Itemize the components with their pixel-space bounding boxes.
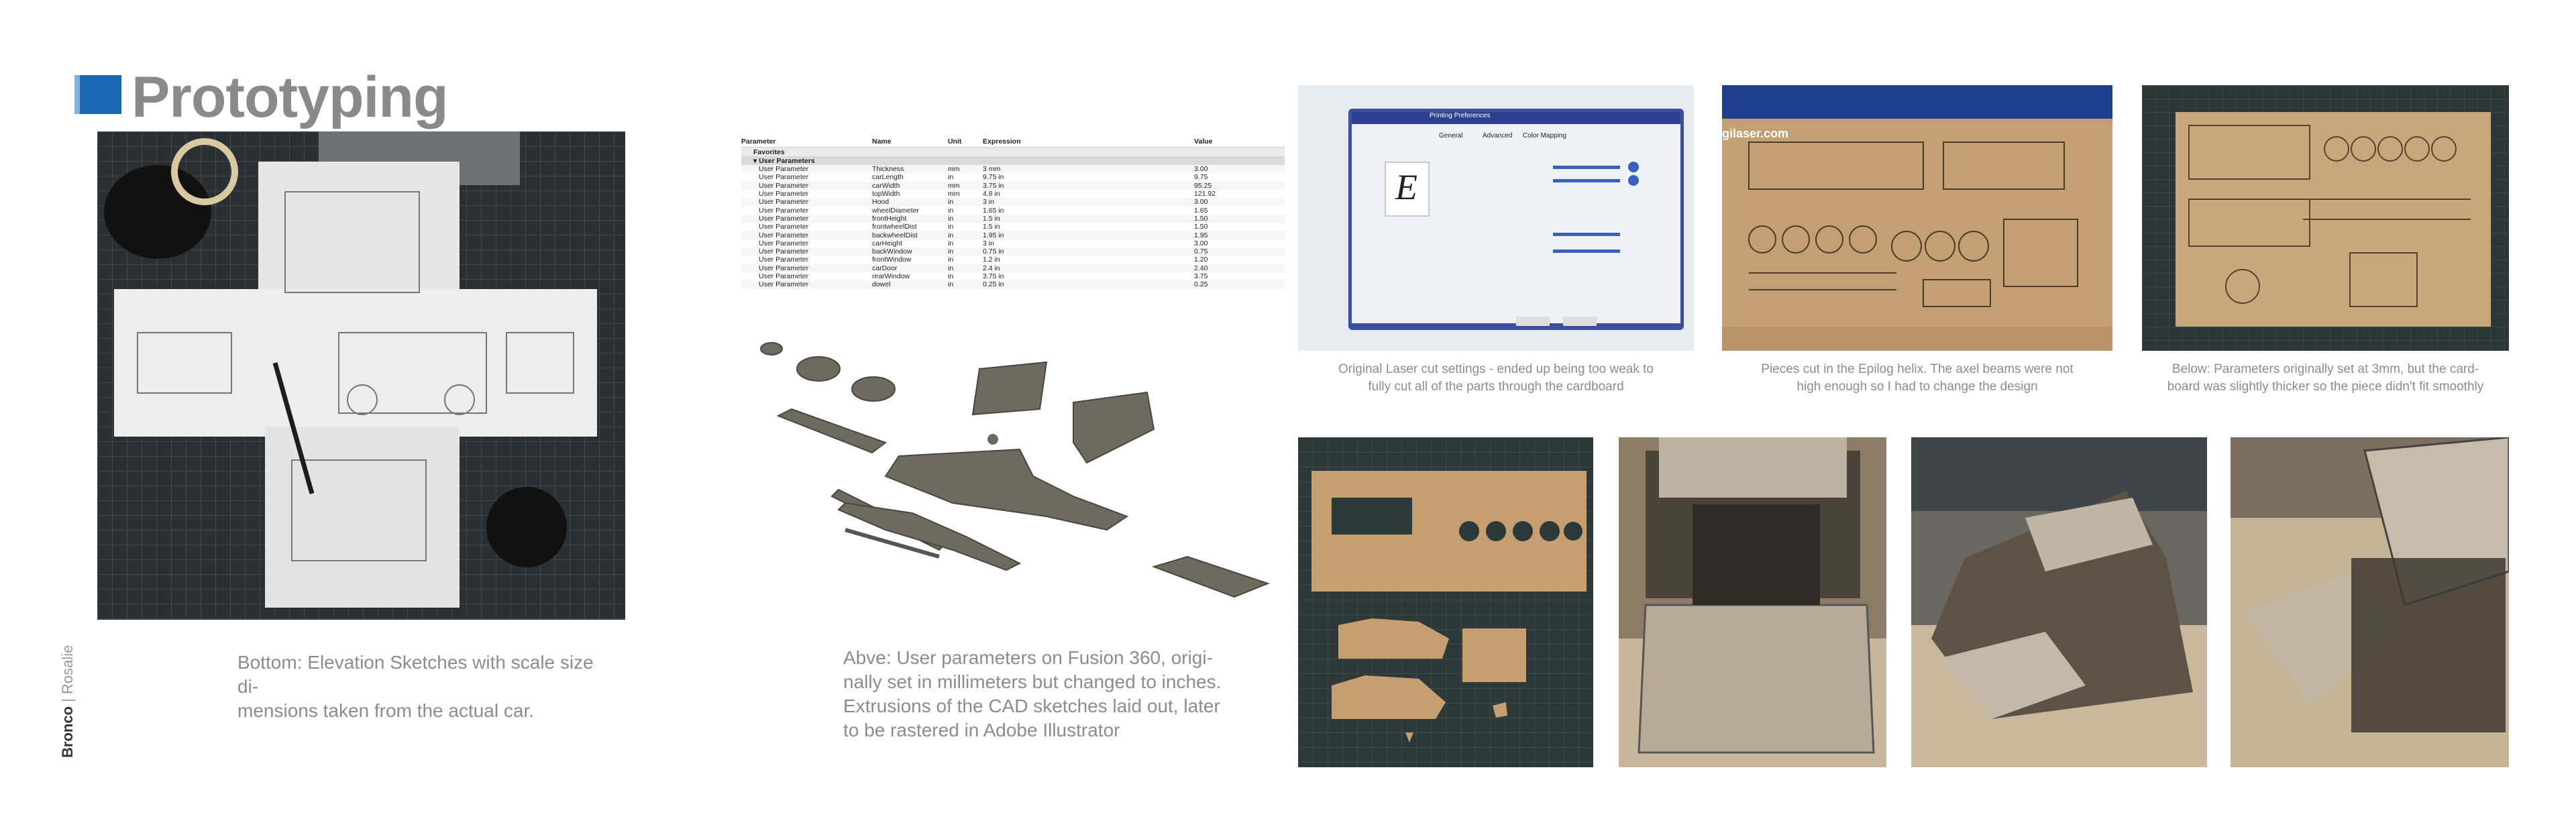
table-row[interactable] [741, 231, 1285, 239]
table-cell: in [948, 247, 954, 256]
table-cell: in [948, 280, 954, 289]
table-header [741, 136, 1285, 148]
table-cell: User Parameter [759, 223, 809, 231]
table-cell: 0.25 [1194, 280, 1208, 289]
table-cell: User Parameter [759, 231, 809, 239]
table-cell: User Parameter [759, 280, 809, 289]
table-row[interactable] [741, 206, 1285, 214]
sketch-caption: Bottom: Elevation Sketches with scale size di- mensions taken from the actual car. [237, 652, 594, 721]
table-cell: dowel [872, 280, 891, 289]
table-cell: 0.75 in [983, 247, 1004, 256]
table-cell: 1.95 [1194, 231, 1208, 239]
table-cell: 2.40 [1194, 264, 1208, 272]
table-cell: 4.8 in [983, 190, 1000, 199]
group-label: User Parameters [759, 156, 815, 165]
table-cell: mm [948, 181, 960, 190]
col-name: Name [872, 137, 892, 146]
table-cell: User Parameter [759, 264, 809, 272]
table-row[interactable] [741, 165, 1285, 173]
table-cell: User Parameter [759, 239, 809, 247]
user-parameters-group[interactable]: ▾ User Parameters [741, 156, 1285, 165]
table-row[interactable] [741, 223, 1285, 231]
table-cell: Thickness [872, 165, 904, 174]
table-row[interactable] [741, 280, 1285, 288]
cad-extrusions-render [751, 329, 1288, 617]
table-cell: 3.75 in [983, 181, 1004, 190]
parameter-table [741, 136, 1285, 314]
table-cell: 3.00 [1194, 198, 1208, 207]
title-accent-block [77, 75, 121, 114]
cut-parts-photo [1298, 437, 1593, 767]
table-cell: 3 in [983, 198, 994, 207]
tab-color-mapping[interactable]: Color Mapping [1523, 132, 1567, 140]
table-cell: mm [948, 190, 960, 199]
table-cell: carDoor [872, 264, 898, 272]
table-cell: User Parameter [759, 206, 809, 215]
table-row[interactable] [741, 264, 1285, 272]
table-cell: 3.00 [1194, 165, 1208, 174]
laser-settings-photo [1298, 85, 1694, 351]
table-cell: User Parameter [759, 181, 809, 190]
table-row[interactable] [741, 198, 1285, 206]
table-cell: 2.4 in [983, 264, 1000, 272]
table-cell: User Parameter [759, 190, 809, 199]
table-cell: 121.92 [1194, 190, 1216, 199]
epilog-caption: Pieces cut in the Epilog helix. The axel beams were not high enough so I had to change the design [1761, 362, 2074, 394]
epilog-site-text: gilaser.com [1722, 127, 1789, 140]
table-cell: 0.75 [1194, 247, 1208, 256]
table-cell: 9.75 [1194, 173, 1208, 182]
table-cell: 3.00 [1194, 239, 1208, 247]
table-row[interactable] [741, 190, 1285, 198]
table-cell: frontwheelDist [872, 223, 917, 231]
table-row[interactable] [741, 272, 1285, 280]
finished-body-photo [2231, 437, 2509, 767]
laser-settings-caption: Original Laser cut settings - ended up being too weak to fully cut all of the parts through the cardboard [1338, 362, 1654, 394]
table-cell: in [948, 256, 954, 264]
table-cell: frontWindow [872, 256, 912, 264]
table-cell: 1.65 in [983, 206, 1004, 215]
assembled-chassis-photo [1619, 437, 1886, 767]
table-cell: carHeight [872, 239, 902, 247]
project-author-label [59, 645, 76, 758]
table-cell: 1.20 [1194, 256, 1208, 264]
col-expression: Expression [983, 137, 1021, 146]
table-cell: in [948, 264, 954, 272]
table-cell: in [948, 239, 954, 247]
table-cell: Hood [872, 198, 890, 207]
table-cell: mm [948, 165, 960, 174]
table-cell: in [948, 231, 954, 239]
table-cell: 1.65 [1194, 206, 1208, 215]
table-cell: frontHeight [872, 214, 907, 223]
col-parameter: Parameter [741, 137, 776, 146]
table-cell: in [948, 272, 954, 280]
table-cell: 1.2 in [983, 256, 1000, 264]
table-cell: 3.75 in [983, 272, 1004, 280]
table-row[interactable] [741, 215, 1285, 223]
table-row[interactable] [741, 247, 1285, 256]
table-cell: 1.5 in [983, 214, 1000, 223]
table-cell: 1.5 in [983, 223, 1000, 231]
table-cell: in [948, 198, 954, 207]
table-cell: User Parameter [759, 247, 809, 256]
table-cell: User Parameter [759, 165, 809, 174]
author-name: Rosalie [59, 645, 76, 695]
table-cell: topWidth [872, 190, 900, 199]
cad-caption: Abve: User parameters on Fusion 360, origi- nally set in millimeters but changed to inches. Extrusions of the CAD sketches laid out, later to be rastered in Adobe Illustrator [843, 647, 1222, 740]
table-row[interactable] [741, 256, 1285, 264]
col-unit: Unit [948, 137, 962, 146]
svg-text:E: E [1395, 167, 1417, 207]
table-cell: 1.50 [1194, 223, 1208, 231]
table-cell: 9.75 in [983, 173, 1004, 182]
table-cell: User Parameter [759, 214, 809, 223]
page-title: Prototyping [131, 65, 448, 129]
table-cell: User Parameter [759, 256, 809, 264]
table-row[interactable] [741, 173, 1285, 181]
table-cell: in [948, 214, 954, 223]
table-cell: backwheelDist [872, 231, 918, 239]
table-cell: User Parameter [759, 272, 809, 280]
table-cell: 0.25 in [983, 280, 1004, 289]
table-cell: User Parameter [759, 173, 809, 182]
table-row[interactable] [741, 182, 1285, 190]
table-cell: rearWindow [872, 272, 910, 280]
table-cell: backWindow [872, 247, 912, 256]
dialog-title: Printing Preferences [1430, 112, 1491, 119]
table-cell: 3 mm [983, 165, 1001, 174]
cardboard-sheet-photo [2142, 85, 2509, 351]
table-cell: 95.25 [1194, 181, 1212, 190]
table-cell: 1.50 [1194, 214, 1208, 223]
thickness-caption: Below: Parameters originally set at 3mm, but the card- board was slightly thicker so the piece didn't fit smoothly [2167, 362, 2484, 394]
table-cell: carLength [872, 173, 904, 182]
project-name: Bronco [59, 706, 76, 758]
parameter-rows [741, 165, 1285, 288]
table-cell: 3.75 [1194, 272, 1208, 280]
table-cell: 1.95 in [983, 231, 1004, 239]
sketch-photo [97, 131, 625, 620]
tab-general[interactable]: General [1439, 132, 1463, 140]
table-cell: in [948, 223, 954, 231]
table-cell: carWidth [872, 181, 900, 190]
label-separator: | [59, 694, 76, 706]
favorites-row[interactable]: Favorites [741, 148, 1285, 156]
table-cell: 3 in [983, 239, 994, 247]
tab-advanced[interactable]: Advanced [1483, 132, 1513, 140]
col-value: Value [1194, 137, 1213, 146]
table-cell: in [948, 206, 954, 215]
table-cell: in [948, 173, 954, 182]
partial-body-photo [1911, 437, 2207, 767]
table-cell: wheelDiameter [872, 206, 920, 215]
epilog-cut-photo [1722, 85, 2112, 351]
table-cell: User Parameter [759, 198, 809, 207]
table-row[interactable] [741, 239, 1285, 247]
